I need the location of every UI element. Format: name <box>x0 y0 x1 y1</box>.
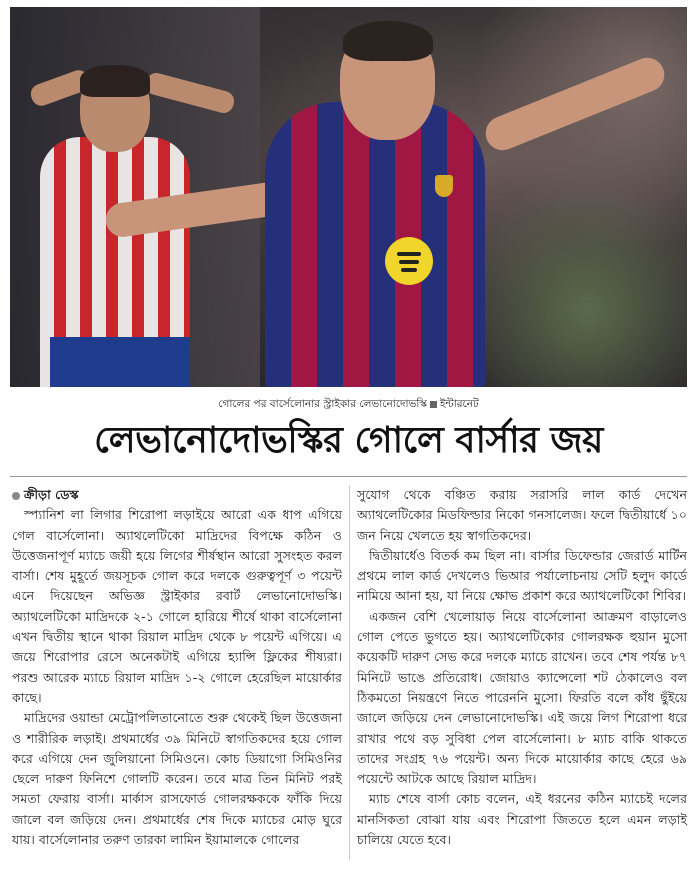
opponent-hair <box>80 65 150 97</box>
column-divider <box>349 485 350 860</box>
paragraph: সুযোগ থেকে বঞ্চিত করায় সরাসরি লাল কার্ড দেখেন অ্যাথলেটিকোর মিডফিল্ডার নিকো গনসালেজ। ফলে দ্বিতীয়ার্ধে ১০ জন নিয়ে খেলতে হয় স্বাগতিকদের। <box>357 487 687 543</box>
article-photo <box>10 7 687 387</box>
player-hair <box>343 21 433 61</box>
sponsor-logo-icon <box>385 237 433 285</box>
bullet-icon <box>12 492 20 500</box>
headline-rule <box>10 476 687 477</box>
paragraph: মাদ্রিদের ওয়ান্ডা মেট্রোপলিতানোতে শুরু থেকেই ছিল উত্তেজনা ও শারীরিক লড়াই। প্রথমার্ধের ৩৯ মিনিটে স্বাগতিকদের হয়ে গোল করে এগিয়ে দেন জুলিয়ানো সিমিওনে। কোচ ডিয়াগো সিমিওনির ছেলে দারুণ ফিনিশে গোলটি করেন। তবে মাত্র তিন মিনিট পরই সমতা ফেরায় বার্সা। মার্কাস রাসফোর্ড গোলরক্ষককে ফাঁকি দিয়ে জালে বল জড়িয়ে দেন। প্রথমার্ধের শেষ দিকে ম্যাচের মোড় ঘুরে যায়। বার্সেলোনার তরুণ তারকা লামিন ইয়ামালকে গোলের <box>12 710 342 848</box>
opponent-shorts <box>50 337 190 387</box>
paragraph: স্প্যানিশ লা লিগার শিরোপা লড়াইয়ে আরো এক ধাপ এগিয়ে গেল বার্সেলোনা। অ্যাথলেটিকো মাদ্রিদের বিপক্ষে কঠিন ও উত্তেজনাপূর্ণ ম্যাচে জয়ী হয়ে লিগের শীর্ষস্থান আরো সুসংহত করল বার্সা। শেষ মুহূর্তে জয়সূচক গোল করে দলকে গুরুত্বপূর্ণ ৩ পয়েন্ট এনে দিয়েছেন অভিজ্ঞ স্ট্রাইকার রবার্ট লেভানোদোভস্কি। অ্যাথলেটিকো মাদ্রিদকে ২-১ গোলে হারিয়ে শীর্ষে থাকা বার্সেলোনা এখন দ্বিতীয় স্থানে থাকা রিয়াল মাদ্রিদ থেকে ৮ পয়েন্ট এগিয়ে। এ জয়ে শিরোপার রেসে অনেকটাই এগিয়ে হ্যান্সি ফ্লিকের শীষ্যরা। পরশু আরেক ম্যাচে রিয়াল মাদ্রিদ ১-২ গোলে হেরেছিল মায়োর্কার কাছে। <box>12 507 342 705</box>
club-crest-icon <box>435 175 453 197</box>
player-jersey <box>265 102 485 387</box>
byline-text: ক্রীড়া ডেস্ক <box>24 487 79 502</box>
caption-separator-icon <box>430 401 437 408</box>
article-headline: লেভানোদোভস্কির গোলে বার্সার জয় <box>94 420 603 461</box>
article-column-left <box>12 485 342 850</box>
paragraph: একজন বেশি খেলোয়াড় নিয়ে বার্সেলোনা আক্রমণ বাড়ালেও গোল পেতে ভুগতে হয়। অ্যাথলেটিকোর গোলরক্ষক হুয়ান মুসো কয়েকটি দারুণ সেভ করে দলকে ম্যাচে রাখেন। তবে শেষ পর্যন্ত ৮৭ মিনিটে ভাঙে প্রতিরোধ। জোয়াও ক্যান্সেলো শট ঠেকালেও বল ঠিকমতো নিয়ন্ত্রণে নিতে পারেননি মুসো। ফিরতি বলে কাঁধ ছুঁইয়ে জালে জড়িয়ে দেন লেভানোদোভস্কি। এই জয়ে লিগ শিরোপা ধরে রাখার পথে বড় সুবিধা পেল বার্সেলোনা। ৮ ম্যাচ বাকি থাকতে তাদের সংগ্রহ ৭৬ পয়েন্ট। অন্য দিকে মায়োর্কার কাছে হেরে ৬৯ পয়েন্টে আটকে আছে রিয়াল মাদ্রিদ। <box>357 608 687 787</box>
photo-credit: ইন্টারনেট <box>440 398 479 410</box>
article-column-right <box>357 485 687 850</box>
paragraph: দ্বিতীয়ার্ধেও বিতর্ক কম ছিল না। বার্সার ডিফেন্ডার জেরার্ড মার্টিন প্রথমে লাল কার্ড দেখলেও ভিআর পর্যালোচনায় সেটি হলুদ কার্ডে নামিয়ে আনা হয়, যা নিয়ে ক্ষোভ প্রকাশ করে অ্যাথলেটিকো শিবির। <box>357 547 687 604</box>
byline <box>12 485 342 505</box>
paragraph: ম্যাচ শেষে বার্সা কোচ বলেন, এই ধরনের কঠিন ম্যাচেই দলের মানসিকতা বোঝা যায় এবং শিরোপা জিততে হলে এমন লড়াই চালিয়ে যেতে হবে। <box>357 791 687 848</box>
photo-caption: গোলের পর বার্সেলোনার স্ট্রাইকার লেভানোদোভস্কি <box>218 398 427 410</box>
